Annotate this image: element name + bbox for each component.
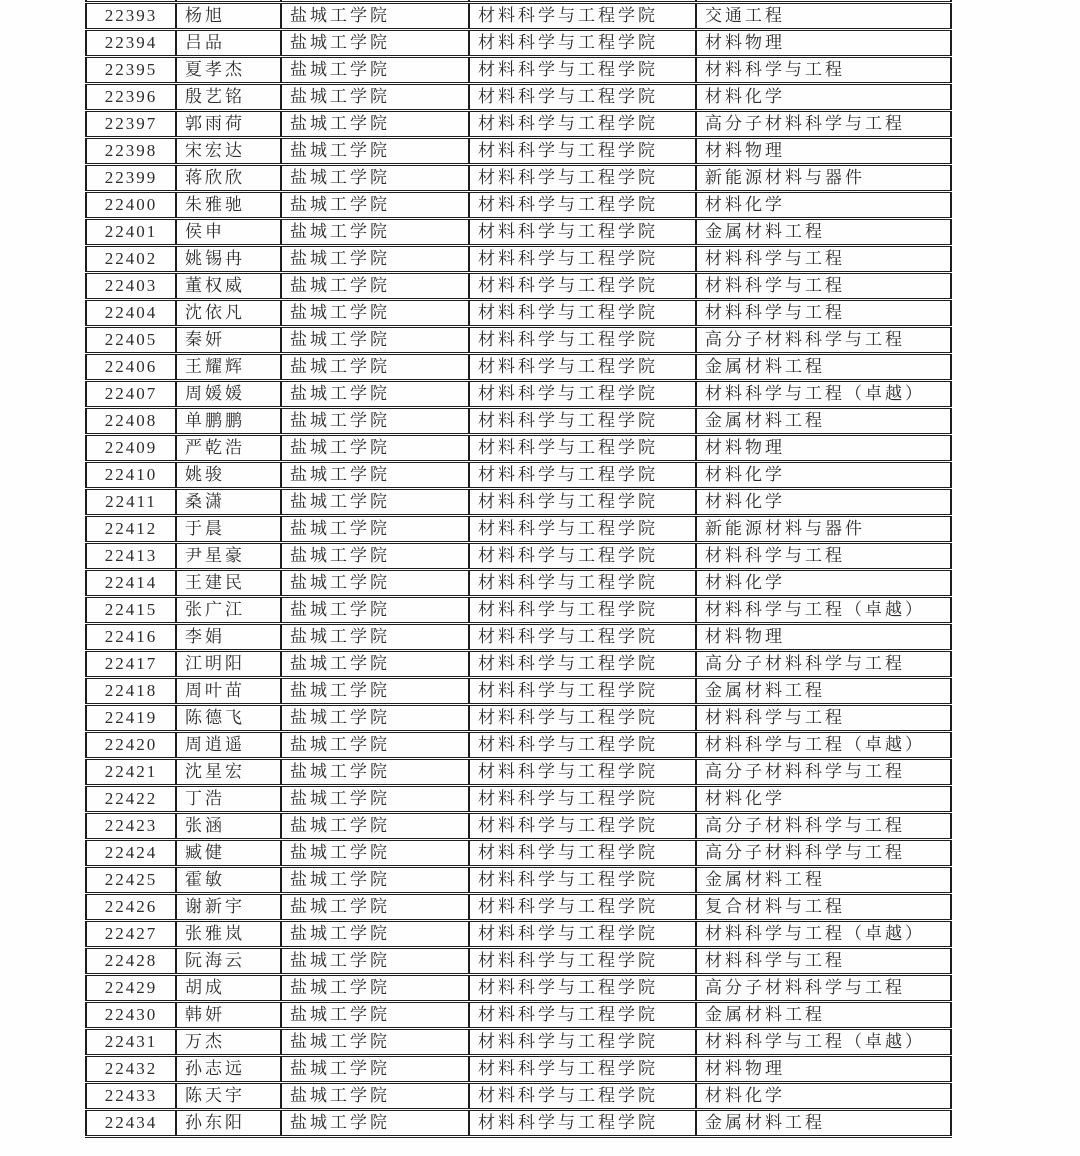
institution-cell: 盐城工学院 xyxy=(281,30,469,57)
student-name-cell: 孙志远 xyxy=(176,1056,281,1083)
college-cell: 材料科学与工程学院 xyxy=(469,84,696,111)
student-id-cell: 22410 xyxy=(86,462,176,489)
major-cell: 材料科学与工程 xyxy=(696,300,951,327)
college-cell: 材料科学与工程学院 xyxy=(469,921,696,948)
college-cell: 材料科学与工程学院 xyxy=(469,570,696,597)
major-cell: 高分子材料科学与工程 xyxy=(696,111,951,138)
student-id-cell: 22412 xyxy=(86,516,176,543)
table-row xyxy=(86,624,951,651)
major-cell: 高分子材料科学与工程 xyxy=(696,327,951,354)
major-cell: 材料科学与工程（卓越） xyxy=(696,597,951,624)
student-name-cell: 周媛媛 xyxy=(176,381,281,408)
major-cell: 材料物理 xyxy=(696,1056,951,1083)
major-cell: 材料化学 xyxy=(696,489,951,516)
institution-cell: 盐城工学院 xyxy=(281,1083,469,1110)
major-cell: 金属材料工程 xyxy=(696,354,951,381)
student-name-cell: 周逍遥 xyxy=(176,732,281,759)
major-cell: 材料科学与工程 xyxy=(696,57,951,84)
student-name-cell: 杨旭 xyxy=(176,3,281,30)
student-id-cell: 22399 xyxy=(86,165,176,192)
student-name-cell: 沈依凡 xyxy=(176,300,281,327)
table-body xyxy=(86,0,951,1137)
student-name-cell: 单鹏鹏 xyxy=(176,408,281,435)
major-cell: 材料化学 xyxy=(696,570,951,597)
student-name-cell: 沈星宏 xyxy=(176,759,281,786)
institution-cell: 盐城工学院 xyxy=(281,57,469,84)
student-name-cell: 丁浩 xyxy=(176,786,281,813)
institution-cell: 盐城工学院 xyxy=(281,840,469,867)
institution-cell: 盐城工学院 xyxy=(281,678,469,705)
college-cell: 材料科学与工程学院 xyxy=(469,786,696,813)
college-cell: 材料科学与工程学院 xyxy=(469,840,696,867)
student-name-cell: 孙东阳 xyxy=(176,1110,281,1137)
institution-cell: 盐城工学院 xyxy=(281,273,469,300)
table-row xyxy=(86,840,951,867)
institution-cell: 盐城工学院 xyxy=(281,705,469,732)
table-row xyxy=(86,975,951,1002)
college-cell: 材料科学与工程学院 xyxy=(469,138,696,165)
college-cell: 材料科学与工程学院 xyxy=(469,246,696,273)
student-id-cell: 22429 xyxy=(86,975,176,1002)
student-id-cell: 22406 xyxy=(86,354,176,381)
student-name-cell: 张广江 xyxy=(176,597,281,624)
major-cell: 材料科学与工程（卓越） xyxy=(696,1029,951,1056)
student-id-cell: 22433 xyxy=(86,1083,176,1110)
institution-cell: 盐城工学院 xyxy=(281,1056,469,1083)
major-cell: 材料科学与工程 xyxy=(696,543,951,570)
institution-cell: 盐城工学院 xyxy=(281,1029,469,1056)
institution-cell: 盐城工学院 xyxy=(281,651,469,678)
institution-cell: 盐城工学院 xyxy=(281,813,469,840)
table-row xyxy=(86,246,951,273)
institution-cell: 盐城工学院 xyxy=(281,570,469,597)
major-cell: 金属材料工程 xyxy=(696,1002,951,1029)
college-cell: 材料科学与工程学院 xyxy=(469,597,696,624)
table-row xyxy=(86,1056,951,1083)
student-id-cell: 22416 xyxy=(86,624,176,651)
student-id-cell: 22414 xyxy=(86,570,176,597)
table-row xyxy=(86,219,951,246)
table-row xyxy=(86,111,951,138)
institution-cell: 盐城工学院 xyxy=(281,462,469,489)
college-cell: 材料科学与工程学院 xyxy=(469,651,696,678)
table-row xyxy=(86,759,951,786)
student-id-cell: 22413 xyxy=(86,543,176,570)
major-cell: 复合材料与工程 xyxy=(696,894,951,921)
student-name-cell: 桑潇 xyxy=(176,489,281,516)
student-id-cell: 22411 xyxy=(86,489,176,516)
student-id-cell: 22419 xyxy=(86,705,176,732)
college-cell: 材料科学与工程学院 xyxy=(469,30,696,57)
institution-cell: 盐城工学院 xyxy=(281,759,469,786)
student-name-cell: 王建民 xyxy=(176,570,281,597)
college-cell: 材料科学与工程学院 xyxy=(469,948,696,975)
major-cell: 材料物理 xyxy=(696,435,951,462)
institution-cell: 盐城工学院 xyxy=(281,624,469,651)
college-cell: 材料科学与工程学院 xyxy=(469,111,696,138)
college-cell: 材料科学与工程学院 xyxy=(469,1110,696,1137)
student-name-cell: 万杰 xyxy=(176,1029,281,1056)
table-row xyxy=(86,570,951,597)
table-row xyxy=(86,57,951,84)
institution-cell: 盐城工学院 xyxy=(281,948,469,975)
major-cell: 金属材料工程 xyxy=(696,678,951,705)
major-cell: 材料物理 xyxy=(696,624,951,651)
student-id-cell: 22421 xyxy=(86,759,176,786)
student-id-cell: 22420 xyxy=(86,732,176,759)
table-row xyxy=(86,813,951,840)
college-cell: 材料科学与工程学院 xyxy=(469,1083,696,1110)
institution-cell: 盐城工学院 xyxy=(281,597,469,624)
institution-cell: 盐城工学院 xyxy=(281,867,469,894)
college-cell: 材料科学与工程学院 xyxy=(469,57,696,84)
student-name-cell: 霍敏 xyxy=(176,867,281,894)
college-cell: 材料科学与工程学院 xyxy=(469,300,696,327)
table-row xyxy=(86,435,951,462)
table-row xyxy=(86,300,951,327)
college-cell: 材料科学与工程学院 xyxy=(469,1029,696,1056)
college-cell: 材料科学与工程学院 xyxy=(469,192,696,219)
institution-cell: 盐城工学院 xyxy=(281,543,469,570)
student-id-cell: 22408 xyxy=(86,408,176,435)
student-name-cell: 胡成 xyxy=(176,975,281,1002)
table-row xyxy=(86,786,951,813)
student-name-cell: 陈德飞 xyxy=(176,705,281,732)
institution-cell: 盐城工学院 xyxy=(281,138,469,165)
table-row xyxy=(86,732,951,759)
table-row xyxy=(86,489,951,516)
table-row xyxy=(86,867,951,894)
college-cell: 材料科学与工程学院 xyxy=(469,165,696,192)
college-cell: 材料科学与工程学院 xyxy=(469,732,696,759)
student-id-cell: 22398 xyxy=(86,138,176,165)
student-id-cell: 22409 xyxy=(86,435,176,462)
institution-cell: 盐城工学院 xyxy=(281,489,469,516)
student-name-cell: 姚骏 xyxy=(176,462,281,489)
institution-cell: 盐城工学院 xyxy=(281,84,469,111)
student-name-cell: 夏孝杰 xyxy=(176,57,281,84)
student-name-cell: 于晨 xyxy=(176,516,281,543)
college-cell: 材料科学与工程学院 xyxy=(469,1056,696,1083)
student-id-cell: 22434 xyxy=(86,1110,176,1137)
table-row xyxy=(86,381,951,408)
student-id-cell: 22423 xyxy=(86,813,176,840)
institution-cell: 盐城工学院 xyxy=(281,354,469,381)
college-cell: 材料科学与工程学院 xyxy=(469,759,696,786)
college-cell: 材料科学与工程学院 xyxy=(469,678,696,705)
table-row xyxy=(86,1002,951,1029)
table-row xyxy=(86,516,951,543)
table-row xyxy=(86,543,951,570)
institution-cell: 盐城工学院 xyxy=(281,1002,469,1029)
major-cell: 材料科学与工程（卓越） xyxy=(696,381,951,408)
student-id-cell: 22431 xyxy=(86,1029,176,1056)
major-cell: 材料科学与工程 xyxy=(696,273,951,300)
student-name-cell: 姚锡冉 xyxy=(176,246,281,273)
college-cell: 材料科学与工程学院 xyxy=(469,867,696,894)
student-name-cell: 严乾浩 xyxy=(176,435,281,462)
student-id-cell: 22430 xyxy=(86,1002,176,1029)
student-name-cell: 尹星豪 xyxy=(176,543,281,570)
college-cell: 材料科学与工程学院 xyxy=(469,489,696,516)
student-name-cell: 宋宏达 xyxy=(176,138,281,165)
major-cell: 材料化学 xyxy=(696,786,951,813)
table-row xyxy=(86,138,951,165)
institution-cell: 盐城工学院 xyxy=(281,516,469,543)
institution-cell: 盐城工学院 xyxy=(281,165,469,192)
student-name-cell: 张雅岚 xyxy=(176,921,281,948)
student-id-cell: 22400 xyxy=(86,192,176,219)
college-cell: 材料科学与工程学院 xyxy=(469,219,696,246)
college-cell: 材料科学与工程学院 xyxy=(469,624,696,651)
student-id-cell: 22432 xyxy=(86,1056,176,1083)
college-cell: 材料科学与工程学院 xyxy=(469,705,696,732)
student-name-cell: 韩妍 xyxy=(176,1002,281,1029)
student-id-cell: 22403 xyxy=(86,273,176,300)
student-id-cell: 22427 xyxy=(86,921,176,948)
college-cell: 材料科学与工程学院 xyxy=(469,813,696,840)
student-id-cell: 22417 xyxy=(86,651,176,678)
institution-cell: 盐城工学院 xyxy=(281,975,469,1002)
college-cell: 材料科学与工程学院 xyxy=(469,273,696,300)
major-cell: 材料科学与工程 xyxy=(696,705,951,732)
table-row xyxy=(86,1083,951,1110)
table-row xyxy=(86,1110,951,1137)
college-cell: 材料科学与工程学院 xyxy=(469,435,696,462)
table-row xyxy=(86,948,951,975)
institution-cell: 盐城工学院 xyxy=(281,786,469,813)
student-id-cell: 22394 xyxy=(86,30,176,57)
student-name-cell: 朱雅驰 xyxy=(176,192,281,219)
table-row xyxy=(86,408,951,435)
institution-cell: 盐城工学院 xyxy=(281,327,469,354)
table-row xyxy=(86,84,951,111)
college-cell: 材料科学与工程学院 xyxy=(469,3,696,30)
student-id-cell: 22395 xyxy=(86,57,176,84)
student-name-cell: 周叶苗 xyxy=(176,678,281,705)
institution-cell: 盐城工学院 xyxy=(281,300,469,327)
student-id-cell: 22422 xyxy=(86,786,176,813)
student-id-cell: 22396 xyxy=(86,84,176,111)
student-name-cell: 侯申 xyxy=(176,219,281,246)
table-row xyxy=(86,192,951,219)
major-cell: 金属材料工程 xyxy=(696,408,951,435)
institution-cell: 盐城工学院 xyxy=(281,3,469,30)
student-id-cell: 22405 xyxy=(86,327,176,354)
institution-cell: 盐城工学院 xyxy=(281,921,469,948)
major-cell: 新能源材料与器件 xyxy=(696,165,951,192)
major-cell: 高分子材料科学与工程 xyxy=(696,759,951,786)
table-row xyxy=(86,327,951,354)
student-name-cell: 郭雨荷 xyxy=(176,111,281,138)
major-cell: 材料化学 xyxy=(696,84,951,111)
student-name-cell: 吕品 xyxy=(176,30,281,57)
student-id-cell: 22397 xyxy=(86,111,176,138)
table-row xyxy=(86,354,951,381)
major-cell: 金属材料工程 xyxy=(696,219,951,246)
college-cell: 材料科学与工程学院 xyxy=(469,354,696,381)
student-id-cell: 22402 xyxy=(86,246,176,273)
college-cell: 材料科学与工程学院 xyxy=(469,975,696,1002)
college-cell: 材料科学与工程学院 xyxy=(469,408,696,435)
student-id-cell: 22425 xyxy=(86,867,176,894)
table-row xyxy=(86,3,951,30)
college-cell: 材料科学与工程学院 xyxy=(469,516,696,543)
table-row xyxy=(86,273,951,300)
institution-cell: 盐城工学院 xyxy=(281,1110,469,1137)
major-cell: 材料科学与工程（卓越） xyxy=(696,921,951,948)
student-name-cell: 董权威 xyxy=(176,273,281,300)
institution-cell: 盐城工学院 xyxy=(281,408,469,435)
college-cell: 材料科学与工程学院 xyxy=(469,543,696,570)
college-cell: 材料科学与工程学院 xyxy=(469,894,696,921)
college-cell: 材料科学与工程学院 xyxy=(469,327,696,354)
institution-cell: 盐城工学院 xyxy=(281,732,469,759)
table-row xyxy=(86,165,951,192)
student-name-cell: 王耀辉 xyxy=(176,354,281,381)
student-id-cell: 22426 xyxy=(86,894,176,921)
student-id-cell: 22407 xyxy=(86,381,176,408)
student-name-cell: 李娟 xyxy=(176,624,281,651)
table-row xyxy=(86,678,951,705)
table-row xyxy=(86,462,951,489)
table-row xyxy=(86,651,951,678)
student-name-cell: 阮海云 xyxy=(176,948,281,975)
student-id-cell: 22404 xyxy=(86,300,176,327)
college-cell: 材料科学与工程学院 xyxy=(469,1002,696,1029)
college-cell: 材料科学与工程学院 xyxy=(469,381,696,408)
institution-cell: 盐城工学院 xyxy=(281,192,469,219)
major-cell: 材料物理 xyxy=(696,30,951,57)
major-cell: 高分子材料科学与工程 xyxy=(696,651,951,678)
institution-cell: 盐城工学院 xyxy=(281,219,469,246)
student-name-cell: 秦妍 xyxy=(176,327,281,354)
major-cell: 材料物理 xyxy=(696,138,951,165)
student-id-cell: 22418 xyxy=(86,678,176,705)
student-name-cell: 蒋欣欣 xyxy=(176,165,281,192)
student-name-cell: 殷艺铭 xyxy=(176,84,281,111)
student-name-cell: 臧健 xyxy=(176,840,281,867)
college-cell: 材料科学与工程学院 xyxy=(469,462,696,489)
student-id-cell: 22424 xyxy=(86,840,176,867)
student-id-cell: 22401 xyxy=(86,219,176,246)
institution-cell: 盐城工学院 xyxy=(281,381,469,408)
institution-cell: 盐城工学院 xyxy=(281,111,469,138)
major-cell: 交通工程 xyxy=(696,3,951,30)
major-cell: 材料化学 xyxy=(696,462,951,489)
student-name-cell: 江明阳 xyxy=(176,651,281,678)
major-cell: 金属材料工程 xyxy=(696,867,951,894)
table-row xyxy=(86,705,951,732)
student-name-cell: 张涵 xyxy=(176,813,281,840)
student-name-cell: 谢新宇 xyxy=(176,894,281,921)
student-id-cell: 22415 xyxy=(86,597,176,624)
student-id-cell: 22393 xyxy=(86,3,176,30)
institution-cell: 盐城工学院 xyxy=(281,435,469,462)
major-cell: 高分子材料科学与工程 xyxy=(696,975,951,1002)
student-name-cell: 陈天宇 xyxy=(176,1083,281,1110)
major-cell: 材料科学与工程（卓越） xyxy=(696,732,951,759)
table-row xyxy=(86,1029,951,1056)
major-cell: 材料化学 xyxy=(696,1083,951,1110)
table-row xyxy=(86,921,951,948)
major-cell: 材料化学 xyxy=(696,192,951,219)
institution-cell: 盐城工学院 xyxy=(281,246,469,273)
major-cell: 新能源材料与器件 xyxy=(696,516,951,543)
table-row xyxy=(86,894,951,921)
major-cell: 材料科学与工程 xyxy=(696,948,951,975)
table-row xyxy=(86,30,951,57)
major-cell: 金属材料工程 xyxy=(696,1110,951,1137)
institution-cell: 盐城工学院 xyxy=(281,894,469,921)
table-row xyxy=(86,597,951,624)
major-cell: 高分子材料科学与工程 xyxy=(696,840,951,867)
major-cell: 高分子材料科学与工程 xyxy=(696,813,951,840)
major-cell: 材料科学与工程 xyxy=(696,246,951,273)
student-id-cell: 22428 xyxy=(86,948,176,975)
student-roster-table xyxy=(85,0,952,1138)
